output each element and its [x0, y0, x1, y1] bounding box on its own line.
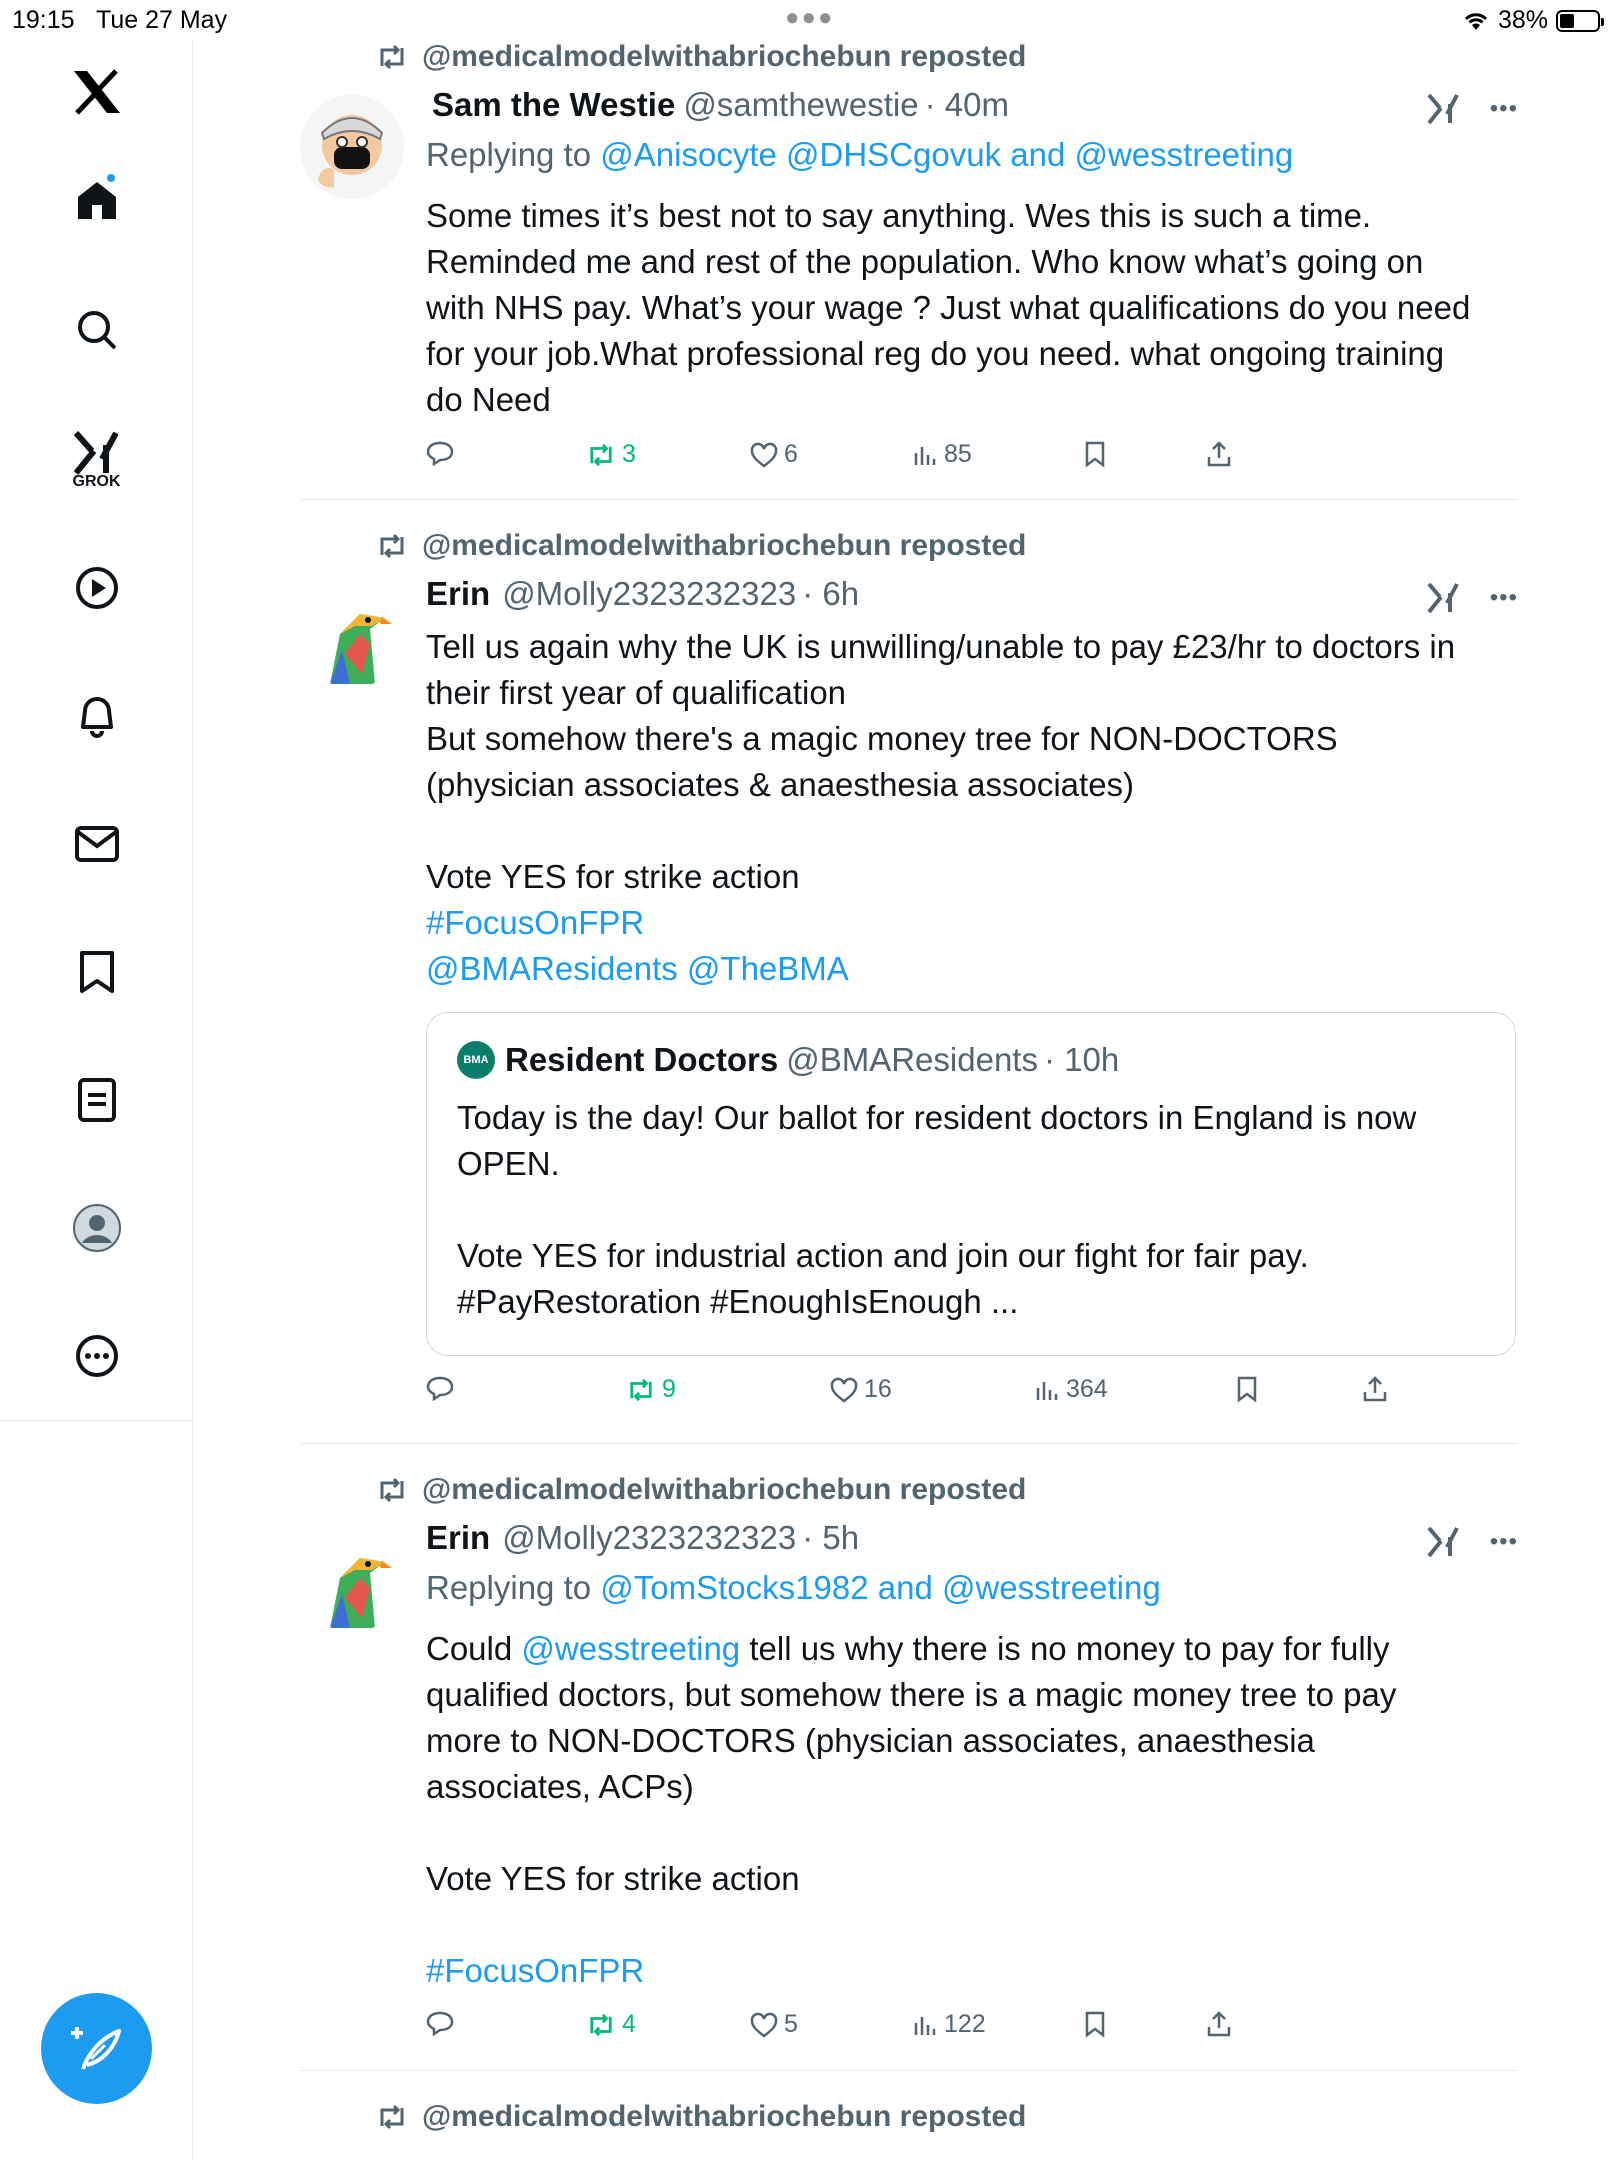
tweet-text-line: associates, ACPs) — [426, 1768, 694, 1805]
reply-icon — [426, 2010, 454, 2036]
battery-percent: 38% — [1497, 6, 1548, 34]
share-button[interactable] — [1362, 1375, 1388, 1403]
multitasking-dots-icon[interactable]: ●●● — [785, 4, 835, 31]
repost-context-text[interactable]: @medicalmodelwithabriochebun reposted — [422, 40, 1027, 73]
notification-dot — [105, 172, 117, 184]
tweet-text-line — [426, 1810, 1516, 1856]
views-chart-icon — [912, 443, 938, 467]
like-button[interactable] — [750, 440, 798, 469]
tweet-text-line — [426, 1902, 1516, 1948]
bookmark-icon — [1236, 1375, 1258, 1403]
views-button[interactable] — [1034, 1375, 1108, 1404]
tweet-time[interactable]: · 40m — [924, 86, 1009, 123]
reply-button[interactable] — [426, 2010, 454, 2036]
like-button[interactable] — [750, 2010, 798, 2039]
tweet-text — [426, 1626, 1516, 1994]
mention-links[interactable]: @BMAResidents @TheBMA — [426, 950, 849, 987]
share-icon — [1362, 1375, 1388, 1403]
tweet-text-line: for your job.What professional reg do you need. what ongoing training — [426, 335, 1445, 372]
tweet-top-actions — [1426, 581, 1518, 615]
repost-icon — [376, 1477, 408, 1503]
more-options-icon[interactable]: ••• — [1489, 95, 1518, 122]
replying-to — [426, 136, 1293, 174]
replying-to — [426, 1569, 1161, 1607]
share-icon — [1206, 2010, 1232, 2038]
more-options-icon[interactable]: ••• — [1489, 584, 1518, 611]
view-count: 85 — [944, 440, 972, 468]
tweet-header — [426, 86, 1009, 124]
tweet-header — [426, 1519, 859, 1557]
tweet-text-line: with NHS pay. What’s your wage ? Just what qualifications do you need — [426, 289, 1471, 326]
reply-button[interactable] — [426, 440, 454, 466]
play-icon — [74, 565, 120, 611]
status-date: Tue 27 May — [96, 6, 228, 34]
replying-to-handles[interactable]: @TomStocks1982 and @wesstreeting — [600, 1569, 1161, 1606]
repost-icon — [376, 2104, 408, 2130]
bma-avatar: BMA — [457, 1041, 495, 1079]
sidebar-item-messages[interactable] — [0, 814, 193, 874]
bookmark-button[interactable] — [1084, 2010, 1106, 2038]
repost-context — [376, 2100, 1026, 2134]
bookmark-button[interactable] — [1084, 440, 1106, 468]
bookmark-icon — [78, 949, 116, 995]
search-icon — [75, 308, 119, 352]
heart-icon — [750, 2012, 778, 2038]
quoted-text-line — [457, 1187, 1487, 1233]
sidebar-item-bookmarks[interactable] — [0, 942, 193, 1002]
x-logo[interactable] — [0, 62, 193, 122]
tweet-header — [426, 575, 859, 613]
tweet-text-line: more to NON-DOCTORS (physician associates, anaesthesia — [426, 1722, 1315, 1759]
repost-context-text[interactable]: @medicalmodelwithabriochebun reposted — [422, 529, 1027, 562]
bookmark-icon — [1084, 2010, 1106, 2038]
quoted-tweet-header — [457, 1041, 1119, 1079]
mention-link[interactable]: @wesstreeting — [521, 1630, 741, 1667]
repost-button[interactable] — [586, 2010, 636, 2039]
replying-to-handles[interactable]: @Anisocyte @DHSCgovuk and @wesstreeting — [600, 136, 1294, 173]
tweet-text-line: (physician associates & anaesthesia associates) — [426, 766, 1135, 803]
like-count: 5 — [784, 2010, 798, 2038]
avatar[interactable] — [300, 1528, 404, 1632]
repost-icon — [626, 1378, 656, 1402]
replying-prefix: Replying to — [426, 1569, 592, 1606]
repost-context-text[interactable]: @medicalmodelwithabriochebun reposted — [422, 2100, 1027, 2133]
compose-button[interactable] — [41, 1993, 152, 2104]
heart-icon — [750, 442, 778, 468]
repost-context — [376, 1473, 1026, 1507]
hashtag-link[interactable]: #FocusOnFPR — [426, 904, 645, 941]
author-handle[interactable]: @Molly2323232323 — [502, 575, 797, 612]
sidebar-item-grok[interactable] — [0, 420, 193, 500]
tweet-actions — [426, 2010, 1516, 2050]
bookmark-icon — [1084, 440, 1106, 468]
compose-feather-icon — [69, 2021, 125, 2077]
repost-icon — [586, 2013, 616, 2037]
tweet-text-line: Reminded me and rest of the population. Who know what’s going on — [426, 243, 1424, 280]
tweet-text-line: But somehow there's a magic money tree for NON-DOCTORS — [426, 720, 1338, 757]
repost-button[interactable] — [586, 440, 636, 469]
repost-icon — [376, 44, 408, 70]
sidebar-item-notifications[interactable] — [0, 686, 193, 746]
tweet-divider — [300, 499, 1518, 500]
sidebar-item-home[interactable] — [0, 170, 193, 230]
like-count: 16 — [864, 1375, 892, 1403]
bookmark-button[interactable] — [1236, 1375, 1258, 1403]
reply-button[interactable] — [426, 1375, 454, 1401]
views-button[interactable] — [912, 440, 972, 469]
author-handle[interactable]: @Molly2323232323 — [502, 1519, 797, 1556]
tweet-text-line: qualified doctors, but somehow there is a magic money tree to pay — [426, 1676, 1397, 1713]
quoted-text-line: Vote YES for industrial action and join our fight for fair pay. — [457, 1237, 1309, 1274]
tweet-text — [426, 624, 1516, 992]
views-chart-icon — [912, 2013, 938, 2037]
reply-icon — [426, 440, 454, 466]
sidebar — [0, 40, 193, 2160]
view-count: 364 — [1066, 1375, 1108, 1403]
quoted-author-name: Resident Doctors — [505, 1041, 779, 1078]
grok-label: GROK — [72, 473, 121, 490]
grok-icon[interactable] — [1426, 1525, 1462, 1559]
heart-icon — [830, 1377, 858, 1403]
avatar[interactable] — [300, 95, 404, 199]
sidebar-item-explore[interactable] — [0, 300, 193, 360]
tweet-text-line: do Need — [426, 381, 551, 418]
grok-icon[interactable] — [1426, 581, 1462, 615]
author-handle[interactable]: @samthewestie — [683, 86, 919, 123]
views-chart-icon — [1034, 1378, 1060, 1402]
tweet-text-line: Tell us again why the UK is unwilling/unable to pay £23/hr to doctors in — [426, 628, 1456, 665]
x-logo-icon — [72, 69, 122, 115]
tweet-actions — [426, 1375, 1516, 1415]
tweet-divider — [300, 1443, 1518, 1444]
share-button[interactable] — [1206, 440, 1232, 468]
repost-count: 3 — [622, 440, 636, 468]
quoted-tweet-time: · 10h — [1043, 1041, 1120, 1078]
like-button[interactable] — [830, 1375, 892, 1404]
repost-icon — [586, 443, 616, 467]
more-circle-icon — [74, 1333, 120, 1379]
views-button[interactable] — [912, 2010, 986, 2039]
reply-icon — [426, 1375, 454, 1401]
repost-context-text[interactable]: @medicalmodelwithabriochebun reposted — [422, 1473, 1027, 1506]
tweet-text-line: Some times it’s best not to say anything. Wes this is such a time. — [426, 197, 1372, 234]
repost-icon — [376, 533, 408, 559]
battery-icon — [1556, 10, 1600, 32]
quoted-author-handle: @BMAResidents — [786, 1041, 1038, 1078]
repost-count: 4 — [622, 2010, 636, 2038]
view-count: 122 — [944, 2010, 986, 2038]
tweet-time[interactable]: · 6h — [802, 575, 860, 612]
tweet-text — [426, 193, 1516, 423]
tweet-top-actions — [1426, 92, 1518, 126]
bell-icon — [75, 693, 119, 739]
westie-avatar-icon — [300, 95, 404, 199]
avatar[interactable] — [300, 584, 404, 688]
grok-icon[interactable] — [1426, 92, 1462, 126]
eagle-avatar-icon — [300, 1528, 404, 1632]
repost-context — [376, 529, 1026, 563]
repost-button[interactable] — [626, 1375, 676, 1404]
status-bar — [0, 0, 1620, 40]
tweet-time[interactable]: · 5h — [802, 1519, 860, 1556]
hashtag-link[interactable]: #FocusOnFPR — [426, 1952, 645, 1989]
quoted-text-line: OPEN. — [457, 1145, 560, 1182]
more-options-icon[interactable]: ••• — [1489, 1528, 1518, 1555]
quoted-text-line: #PayRestoration #EnoughIsEnough ... — [457, 1283, 1019, 1320]
share-icon — [1206, 440, 1232, 468]
sidebar-item-video[interactable] — [0, 558, 193, 618]
tweet-actions — [426, 440, 1516, 480]
repost-count: 9 — [662, 1375, 676, 1403]
quoted-tweet-text — [457, 1095, 1487, 1325]
tweet-divider — [300, 2070, 1518, 2071]
replying-prefix: Replying to — [426, 136, 592, 173]
share-button[interactable] — [1206, 2010, 1232, 2038]
mail-icon — [74, 824, 120, 864]
like-count: 6 — [784, 440, 798, 468]
sidebar-item-lists[interactable] — [0, 1070, 193, 1130]
home-icon — [74, 177, 120, 223]
wifi-icon — [1462, 10, 1490, 32]
tweet-text-line — [426, 808, 1516, 854]
author-name[interactable]: Sam the Westie — [432, 86, 676, 123]
tweet-text-line: Vote YES for strike action — [426, 858, 800, 895]
author-name[interactable]: Erin — [426, 1519, 491, 1556]
quoted-text-line: Today is the day! Our ballot for resident doctors in England is now — [457, 1099, 1417, 1136]
sidebar-divider — [0, 1420, 193, 1421]
quoted-tweet[interactable] — [426, 1012, 1516, 1356]
tweet-text-line: Vote YES for strike action — [426, 1860, 800, 1897]
status-time: 19:15 — [12, 6, 75, 34]
author-name[interactable]: Erin — [426, 575, 491, 612]
tweet-text-lead: Could — [426, 1630, 513, 1667]
sidebar-item-more[interactable] — [0, 1326, 193, 1386]
tweet-text-line: their first year of qualification — [426, 674, 847, 711]
sidebar-item-profile[interactable] — [0, 1198, 193, 1258]
tweet-top-actions — [1426, 1525, 1518, 1559]
tweet-text-rest: tell us why there is no money to pay for fully — [749, 1630, 1390, 1667]
avatar-icon — [72, 1203, 122, 1253]
tweet-text-line — [426, 1626, 1516, 1672]
list-icon — [77, 1077, 117, 1123]
grok-icon — [72, 429, 122, 477]
eagle-avatar-icon — [300, 584, 404, 688]
repost-context — [376, 40, 1026, 74]
